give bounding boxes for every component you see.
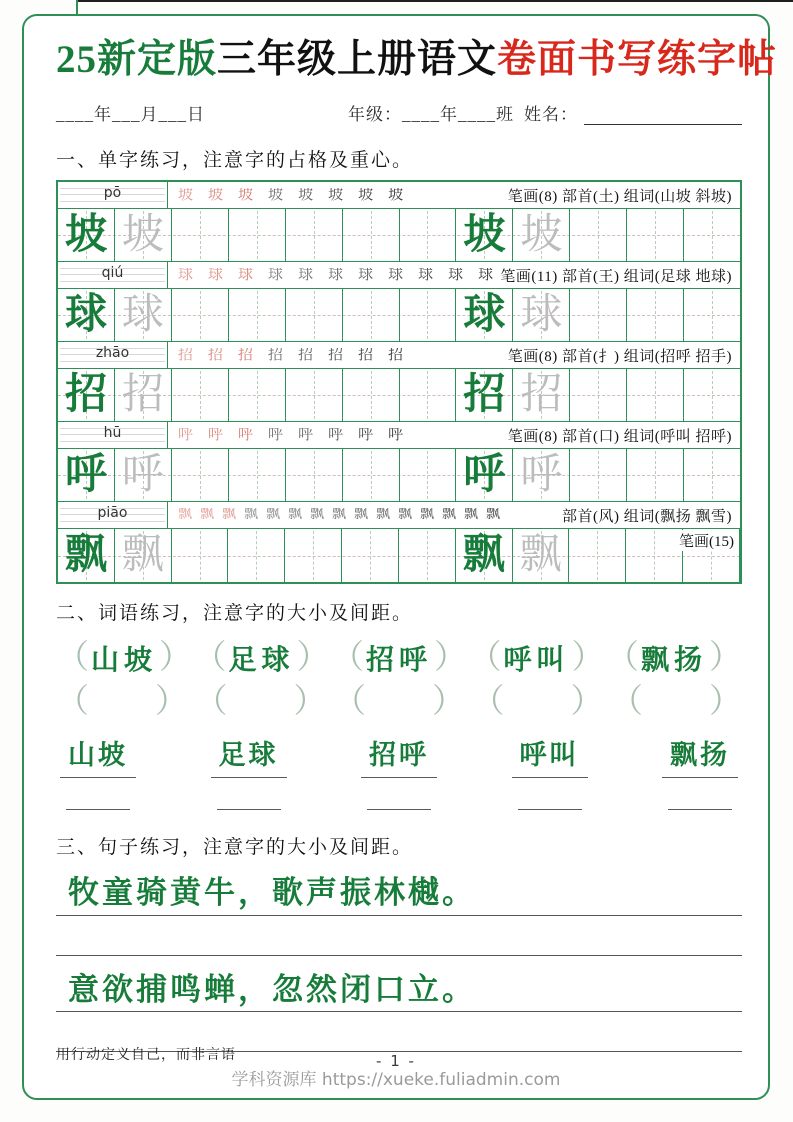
page-title: [56, 28, 778, 84]
stroke-step-glyph: 飘: [376, 508, 390, 522]
practice-cell[interactable]: [229, 289, 286, 341]
practice-cell[interactable]: [456, 289, 513, 341]
stroke-step-glyph: 球: [268, 267, 284, 283]
practice-cell[interactable]: [58, 369, 115, 421]
pinyin-label: qiú: [101, 265, 124, 281]
stroke-step-glyph: 坡: [208, 187, 224, 203]
close-paren: ）: [571, 639, 605, 676]
stroke-step-glyph: 招: [268, 347, 284, 363]
practice-cell[interactable]: [115, 209, 172, 261]
practice-cell[interactable]: [115, 529, 172, 582]
char-row-info: 笔画(8) 部首(扌) 组词(招呼 招手): [507, 348, 732, 365]
char-row-header: [58, 182, 740, 209]
stroke-step-glyph: 飘: [442, 508, 456, 522]
model-char-green: 坡: [64, 212, 107, 258]
vertical-guide-line: [371, 291, 372, 339]
practice-word: 招呼: [365, 645, 432, 676]
trace-char-gray: 飘: [121, 532, 164, 578]
word-paren-group-empty[interactable]: [610, 683, 742, 720]
stroke-step-glyph: 招: [298, 347, 314, 363]
open-paren: （: [471, 683, 505, 720]
trace-char-gray: 飘: [519, 532, 562, 578]
word-paren-row-empty: [56, 683, 742, 721]
open-paren: （: [194, 683, 228, 720]
practice-cell[interactable]: [400, 209, 457, 261]
practice-cell[interactable]: [456, 209, 513, 261]
model-char-green: 球: [64, 292, 107, 338]
stroke-step-glyph: 呼: [238, 427, 254, 443]
stroke-step-glyph: 坡: [328, 187, 344, 203]
practice-cell[interactable]: [58, 449, 115, 501]
vertical-guide-line: [712, 291, 713, 339]
vertical-guide-line: [427, 531, 428, 580]
char-row-info: 笔画(8) 部首(口) 组词(呼叫 招呼): [507, 428, 732, 445]
stroke-order-strip: [168, 348, 508, 363]
close-paren: ）: [155, 683, 188, 720]
pinyin-label: hū: [103, 425, 122, 441]
practice-cell[interactable]: [684, 289, 740, 341]
practice-word: 山坡: [91, 645, 158, 676]
close-paren: ）: [709, 683, 742, 720]
vertical-guide-line: [712, 451, 713, 499]
vertical-guide-line: [314, 291, 315, 339]
blank-underline[interactable]: [668, 804, 732, 810]
practice-cell[interactable]: [684, 369, 740, 421]
vertical-guide-line: [427, 211, 428, 259]
pinyin-label: piāo: [97, 505, 128, 521]
stroke-step-glyph: 坡: [238, 187, 254, 203]
stroke-count-note: 笔画(15): [675, 530, 734, 551]
vertical-guide-line: [598, 371, 599, 419]
vertical-guide-line: [313, 531, 314, 580]
blank-sentence-line[interactable]: [56, 916, 742, 956]
open-paren: （: [56, 683, 89, 720]
word-on-underline: 山坡: [60, 733, 136, 778]
practice-cell[interactable]: [627, 209, 684, 261]
stroke-step-glyph: 坡: [358, 187, 374, 203]
stroke-step-glyph: 呼: [358, 427, 374, 443]
close-paren: ）: [432, 683, 465, 720]
practice-cell[interactable]: [58, 209, 115, 261]
stroke-step-glyph: 球: [388, 267, 404, 283]
vertical-guide-line: [597, 531, 598, 580]
vertical-guide-line: [314, 451, 315, 499]
char-practice-table: [56, 180, 742, 584]
model-char-green: 呼: [463, 452, 506, 498]
char-row-grid: [58, 369, 740, 422]
trace-char-gray: 坡: [520, 212, 563, 258]
vertical-guide-line: [371, 371, 372, 419]
practice-cell[interactable]: [286, 449, 343, 501]
stroke-order-strip: [168, 188, 508, 203]
trace-char-gray: 招: [520, 372, 563, 418]
practice-cell[interactable]: [172, 289, 229, 341]
blank-underline[interactable]: [66, 804, 130, 810]
practice-cell[interactable]: [286, 209, 343, 261]
stroke-order-strip: [168, 268, 500, 283]
vertical-guide-line: [427, 451, 428, 499]
section2-heading: 二、词语练习，注意字的大小及间距。: [56, 603, 414, 624]
stroke-step-glyph: 呼: [268, 427, 284, 443]
word-on-underline: 飘扬: [662, 733, 738, 778]
practice-cell[interactable]: [627, 449, 684, 501]
stroke-step-glyph: 呼: [208, 427, 224, 443]
practice-cell[interactable]: [400, 369, 457, 421]
practice-cell[interactable]: [399, 529, 456, 582]
vertical-guide-line: [598, 291, 599, 339]
practice-cell[interactable]: [570, 449, 627, 501]
sentence-line: [56, 867, 742, 916]
stroke-step-glyph: 坡: [298, 187, 314, 203]
trace-char-gray: 呼: [121, 452, 164, 498]
pinyin-box: [58, 262, 168, 288]
practice-cell[interactable]: [229, 449, 286, 501]
practice-cell[interactable]: [627, 369, 684, 421]
grade-class-blanks: 年级：____年____班: [348, 105, 514, 124]
close-paren: ）: [433, 639, 467, 676]
stroke-step-glyph: 招: [358, 347, 374, 363]
char-row-header: [58, 422, 740, 449]
title-grade-subject: 三年级上册语文: [217, 38, 498, 81]
word-paren-group-empty[interactable]: [471, 683, 604, 720]
stroke-step-glyph: 飘: [200, 508, 214, 522]
stroke-step-glyph: 飘: [222, 508, 236, 522]
char-row-info: 笔画(8) 部首(土) 组词(山坡 斜坡): [507, 188, 732, 205]
stroke-step-glyph: 呼: [328, 427, 344, 443]
page-number: - 1 -: [376, 1052, 416, 1070]
vertical-guide-line: [712, 211, 713, 259]
vertical-guide-line: [712, 371, 713, 419]
model-char-green: 球: [463, 292, 506, 338]
practice-cell[interactable]: [684, 209, 740, 261]
stroke-step-glyph: 球: [418, 267, 434, 283]
vertical-guide-line: [257, 211, 258, 259]
name-label: 姓名：: [524, 105, 578, 124]
stroke-step-glyph: 飘: [266, 508, 280, 522]
close-paren: ）: [159, 639, 193, 676]
close-paren: ）: [296, 639, 330, 676]
blank-underline[interactable]: [217, 804, 281, 810]
stroke-step-glyph: 球: [358, 267, 374, 283]
practice-cell[interactable]: [569, 529, 626, 582]
word-on-underline: 招呼: [361, 733, 437, 778]
open-paren: （: [605, 639, 639, 676]
close-paren: ）: [293, 683, 327, 720]
open-paren: （: [193, 639, 227, 676]
close-paren: ）: [708, 639, 742, 676]
vertical-guide-line: [256, 531, 257, 580]
char-row-header: [58, 342, 740, 369]
practice-cell[interactable]: [513, 529, 570, 582]
practice-cell[interactable]: [172, 449, 229, 501]
word-paren-group-empty[interactable]: [194, 683, 327, 720]
vertical-guide-line: [655, 371, 656, 419]
word-paren-group: [331, 638, 467, 678]
char-row-grid: [58, 529, 740, 582]
stroke-step-glyph: 飘: [464, 508, 478, 522]
stroke-step-glyph: 飘: [310, 508, 324, 522]
stroke-step-glyph: 招: [208, 347, 224, 363]
practice-cell[interactable]: [343, 209, 400, 261]
stroke-step-glyph: 球: [238, 267, 254, 283]
stroke-step-glyph: 坡: [388, 187, 404, 203]
stroke-step-glyph: 呼: [298, 427, 314, 443]
practice-cell[interactable]: [570, 209, 627, 261]
char-row-呼: [58, 422, 740, 502]
vertical-guide-line: [598, 451, 599, 499]
practice-cell[interactable]: [58, 529, 115, 582]
char-row-grid: [58, 289, 740, 342]
vertical-guide-line: [371, 451, 372, 499]
blank-underline[interactable]: [367, 804, 431, 810]
practice-cell[interactable]: [172, 529, 229, 582]
char-row-header: [58, 502, 740, 529]
stroke-order-strip: [168, 428, 508, 443]
grade-name-fields: [348, 100, 742, 125]
practice-word: 飘扬: [640, 645, 707, 676]
vertical-guide-line: [200, 211, 201, 259]
char-row-header: [58, 262, 740, 289]
word-paren-group-empty[interactable]: [56, 683, 188, 720]
pinyin-box: [58, 342, 168, 368]
blank-underline[interactable]: [518, 804, 582, 810]
char-row-球: [58, 262, 740, 342]
pinyin-box: [58, 182, 168, 208]
vertical-guide-line: [654, 531, 655, 580]
pinyin-label: zhāo: [95, 345, 130, 361]
stroke-step-glyph: 招: [238, 347, 254, 363]
title-edition: 25新定版: [56, 38, 218, 81]
stroke-step-glyph: 球: [478, 267, 494, 283]
practice-cell[interactable]: [342, 529, 399, 582]
practice-cell[interactable]: [172, 209, 229, 261]
practice-cell[interactable]: [58, 289, 115, 341]
open-paren: （: [56, 639, 89, 676]
practice-cell[interactable]: [343, 369, 400, 421]
practice-cell[interactable]: [115, 449, 172, 501]
model-char-green: 坡: [463, 212, 506, 258]
practice-cell[interactable]: [229, 369, 286, 421]
stroke-step-glyph: 招: [328, 347, 344, 363]
green-border-frame: [22, 14, 778, 1100]
vertical-guide-line: [371, 211, 372, 259]
practice-cell[interactable]: [456, 529, 513, 582]
close-paren: ）: [570, 683, 604, 720]
open-paren: （: [333, 683, 366, 720]
stroke-step-glyph: 坡: [178, 187, 194, 203]
practice-word: 呼叫: [503, 645, 570, 676]
title-copybook-name: 卷面书写练字帖: [497, 38, 778, 81]
practice-cell[interactable]: [115, 369, 172, 421]
practice-cell[interactable]: [627, 289, 684, 341]
page-top-edge-line: [76, 0, 793, 2]
vertical-guide-line: [370, 531, 371, 580]
char-row-飘: [58, 502, 740, 582]
date-blanks: ____年___月___日: [56, 105, 205, 124]
vertical-guide-line: [427, 291, 428, 339]
stroke-step-glyph: 飘: [486, 508, 500, 522]
practice-cell[interactable]: [229, 209, 286, 261]
open-paren: （: [610, 683, 643, 720]
practice-cell[interactable]: [400, 289, 457, 341]
vertical-guide-line: [598, 211, 599, 259]
practice-cell[interactable]: [285, 529, 342, 582]
char-row-grid: [58, 449, 740, 502]
practice-cell[interactable]: [456, 449, 513, 501]
vertical-guide-line: [200, 451, 201, 499]
practice-cell[interactable]: [286, 369, 343, 421]
stroke-step-glyph: 球: [448, 267, 464, 283]
word-paren-group: [56, 638, 192, 678]
stroke-step-glyph: 呼: [178, 427, 194, 443]
sentence-practice-area: [56, 867, 742, 1052]
section3-heading: 三、句子练习，注意字的大小及间距。: [56, 837, 414, 858]
model-char-green: 飘: [462, 532, 505, 578]
word-paren-row-filled: [56, 635, 742, 681]
open-paren: （: [468, 639, 502, 676]
char-row-info: 笔画(11) 部首(王) 组词(足球 地球): [500, 268, 732, 285]
stroke-step-glyph: 飘: [332, 508, 346, 522]
vertical-guide-line: [427, 371, 428, 419]
vertical-guide-line: [200, 371, 201, 419]
sentence-line: [56, 964, 742, 1013]
vertical-guide-line: [314, 371, 315, 419]
word-on-underline: 呼叫: [512, 733, 588, 778]
practice-cell[interactable]: [343, 449, 400, 501]
stroke-step-glyph: 飘: [178, 508, 192, 522]
footer-source-url: 学科资源库 https://xueke.fuliadmin.com: [231, 1070, 561, 1090]
date-line: [56, 100, 742, 125]
practice-sentence: 牧童骑黄牛，歌声振林樾。: [68, 875, 476, 910]
char-row-grid: [58, 209, 740, 262]
word-on-underline: 足球: [211, 733, 287, 778]
practice-cell[interactable]: [115, 289, 172, 341]
practice-cell[interactable]: [684, 449, 740, 501]
stroke-step-glyph: 球: [328, 267, 344, 283]
stroke-order-strip: [168, 508, 562, 522]
vertical-guide-line: [200, 291, 201, 339]
vertical-guide-line: [257, 371, 258, 419]
vertical-guide-line: [655, 211, 656, 259]
trace-char-gray: 球: [121, 292, 164, 338]
char-row-info: 部首(风) 组词(飘扬 飘雪): [562, 508, 732, 525]
vertical-guide-line: [655, 451, 656, 499]
trace-char-gray: 球: [520, 292, 563, 338]
practice-cell[interactable]: [513, 369, 570, 421]
vertical-guide-line: [314, 211, 315, 259]
model-char-green: 呼: [64, 452, 107, 498]
practice-cell[interactable]: [456, 369, 513, 421]
trace-char-gray: 呼: [520, 452, 563, 498]
model-char-green: 飘: [64, 532, 107, 578]
char-row-坡: [58, 182, 740, 262]
practice-cell[interactable]: [570, 369, 627, 421]
pinyin-label: pō: [103, 185, 122, 201]
word-underline-row-filled: [56, 733, 742, 778]
word-paren-group: [193, 638, 329, 678]
stroke-step-glyph: 飘: [288, 508, 302, 522]
footer-motto: 用行动定义自己，而非言语: [56, 1048, 236, 1063]
stroke-step-glyph: 飘: [244, 508, 258, 522]
pinyin-box: [58, 502, 168, 528]
stroke-step-glyph: 招: [388, 347, 404, 363]
vertical-guide-line: [655, 291, 656, 339]
stroke-step-glyph: 球: [208, 267, 224, 283]
model-char-green: 招: [64, 372, 107, 418]
worksheet-content: [56, 28, 778, 1052]
open-paren: （: [330, 639, 364, 676]
practice-cell[interactable]: [570, 289, 627, 341]
char-row-招: [58, 342, 740, 422]
word-paren-group: [606, 638, 742, 678]
practice-word: 足球: [228, 645, 295, 676]
practice-cell[interactable]: [513, 449, 570, 501]
name-blank-line: [584, 107, 742, 125]
practice-cell[interactable]: [343, 289, 400, 341]
model-char-green: 招: [463, 372, 506, 418]
practice-sentence: 意欲捕鸣蝉，忽然闭口立。: [68, 971, 476, 1007]
practice-cell[interactable]: [172, 369, 229, 421]
pinyin-box: [58, 422, 168, 448]
stroke-step-glyph: 飘: [420, 508, 434, 522]
stroke-step-glyph: 招: [178, 347, 194, 363]
section1-heading: 一、单字练习，注意字的占格及重心。: [56, 150, 414, 171]
practice-cell[interactable]: [286, 289, 343, 341]
vertical-guide-line: [257, 291, 258, 339]
frame-top-tick: [76, 0, 78, 15]
word-paren-group-empty[interactable]: [333, 683, 465, 720]
stroke-step-glyph: 飘: [398, 508, 412, 522]
practice-cell[interactable]: [228, 529, 285, 582]
stroke-step-glyph: 呼: [388, 427, 404, 443]
stroke-step-glyph: 球: [178, 267, 194, 283]
vertical-guide-line: [257, 451, 258, 499]
word-underline-row-empty: [56, 804, 742, 810]
stroke-step-glyph: 坡: [268, 187, 284, 203]
stroke-step-glyph: 球: [298, 267, 314, 283]
word-paren-group: [468, 638, 604, 678]
trace-char-gray: 招: [121, 372, 164, 418]
practice-cell[interactable]: [513, 289, 570, 341]
vertical-guide-line: [200, 531, 201, 580]
practice-cell[interactable]: [513, 209, 570, 261]
trace-char-gray: 坡: [121, 212, 164, 258]
practice-cell[interactable]: [400, 449, 457, 501]
stroke-step-glyph: 飘: [354, 508, 368, 522]
